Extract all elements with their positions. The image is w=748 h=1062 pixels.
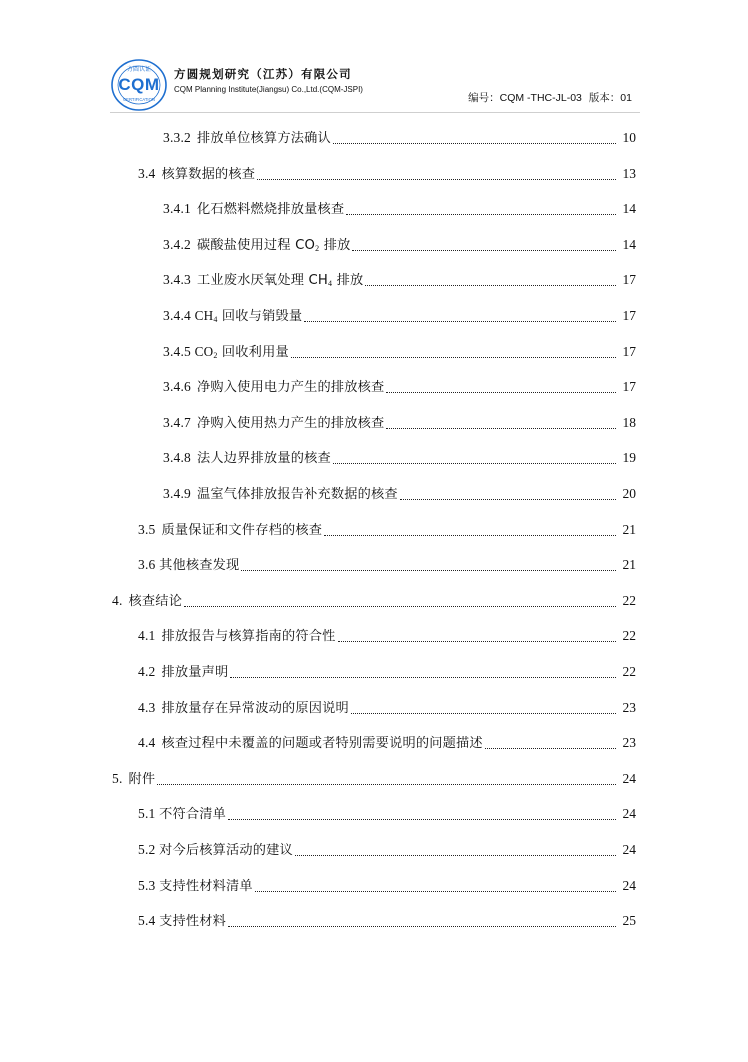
toc-entry-title: CH (194, 308, 214, 323)
toc-entry-label (138, 162, 255, 187)
toc-entry-title: 其他核查发现 (159, 558, 240, 574)
toc-entry-title: 法人边界排放量的核查 (197, 451, 331, 467)
toc-entry-label (112, 589, 182, 614)
logo-bottom-text: CERTIFICATION (123, 97, 155, 102)
toc-entry-page: 23 (622, 735, 636, 751)
toc-entry-number: 3.4.8 (163, 450, 191, 466)
toc-dot-leader (184, 605, 616, 607)
toc-entry-number: 4.4 (138, 735, 156, 751)
toc-dot-leader (255, 890, 616, 892)
toc-entry-number: 5.3 (138, 877, 160, 893)
toc-dot-leader (228, 925, 616, 927)
company-name-en: CQM Planning Institute(Jiangsu) Co.,Ltd.(CQM-JSPI) (174, 85, 363, 94)
toc-entry-number: 5.2 (138, 842, 160, 857)
toc-entry-label (138, 874, 253, 899)
toc-entry-label (138, 660, 228, 685)
toc-entry-page: 10 (622, 130, 636, 145)
toc-dot-leader (352, 249, 616, 251)
toc-entry-label (163, 411, 384, 436)
toc-entry[interactable] (163, 197, 636, 221)
toc-entry-number: 4. (112, 592, 123, 608)
toc-entry-page: 14 (622, 201, 636, 217)
toc-entry-title: 净购入使用热力产生的排放核查 (197, 415, 385, 431)
toc-dot-leader (338, 640, 616, 642)
toc-entry-number: 3.3.2 (163, 130, 191, 145)
toc-entry-title: 排放量存在异常波动的原因说明 (161, 700, 349, 716)
toc-entry[interactable] (112, 767, 636, 791)
toc-entry[interactable] (163, 482, 636, 506)
toc-entry-label (138, 838, 293, 863)
toc-entry-title: 附件 (128, 771, 156, 787)
toc-entry-number: 3.4.6 (163, 379, 191, 395)
toc-entry-number: 3.4.1 (163, 201, 191, 217)
toc-entry-number: 3.4.9 (163, 486, 191, 501)
toc-entry-number: 4.2 (138, 664, 156, 679)
toc-entry[interactable] (138, 731, 636, 755)
toc-entry-label (138, 553, 239, 578)
toc-entry[interactable] (163, 304, 636, 328)
toc-dot-leader (351, 712, 616, 714)
toc-entry-title: 化石燃料燃烧排放量核查 (197, 202, 345, 218)
toc-entry-label (138, 909, 226, 934)
toc-entry[interactable] (138, 553, 636, 577)
toc-entry-page: 21 (622, 557, 636, 573)
toc-entry[interactable] (163, 375, 636, 399)
toc-entry-number: 3.5 (138, 521, 156, 537)
toc-entry-title: 支持性材料清单 (159, 878, 253, 894)
toc-entry[interactable] (163, 233, 636, 257)
toc-dot-leader (333, 142, 616, 144)
toc-entry-title: 排放报告与核算指南的符合性 (161, 629, 336, 645)
toc-entry-title: 核查结论 (128, 593, 183, 609)
toc-entry-title-suffix: 排放 (319, 237, 351, 253)
toc-entry-page: 17 (622, 379, 636, 395)
toc-entry-page: 17 (622, 343, 636, 359)
toc-entry-title: 核查过程中未覆盖的问题或者特别需要说明的问题描述 (161, 736, 483, 752)
toc-entry-number: 4.3 (138, 699, 156, 715)
toc-entry[interactable] (138, 874, 636, 898)
toc-entry-label (138, 518, 322, 543)
toc-entry-page: 18 (622, 414, 636, 430)
toc-entry-page: 21 (622, 521, 636, 537)
toc-entry-page: 17 (622, 272, 636, 288)
toc-dot-leader (324, 534, 616, 536)
toc-entry[interactable] (138, 518, 636, 542)
toc-dot-leader (365, 284, 616, 286)
toc-entry-label (163, 197, 344, 222)
toc-entry-page: 23 (622, 699, 636, 715)
cqm-certification-logo-icon (110, 58, 168, 112)
toc-entry-label (163, 126, 331, 151)
toc-entry-label (163, 340, 289, 368)
toc-entry-page: 22 (622, 592, 636, 608)
toc-entry-label (112, 767, 155, 792)
toc-entry-page: 17 (622, 308, 636, 323)
toc-entry-number: 3.4.5 (163, 343, 195, 359)
toc-entry-label (138, 624, 336, 649)
toc-entry-title: 工业废水厌氧处理 CH (197, 273, 329, 289)
toc-entry[interactable] (138, 909, 636, 933)
toc-entry[interactable] (138, 838, 636, 862)
toc-entry-number: 3.4.2 (163, 236, 191, 252)
toc-entry-number: 5.4 (138, 913, 160, 929)
toc-entry-page: 20 (622, 486, 636, 501)
toc-dot-leader (386, 427, 616, 429)
toc-entry[interactable] (138, 660, 636, 684)
toc-entry-label (138, 696, 349, 721)
toc-entry-title: 对今后核算活动的建议 (159, 843, 293, 858)
toc-entry[interactable] (163, 446, 636, 470)
logo-mark: CQM (118, 75, 160, 94)
toc-entry-title: 质量保证和文件存档的核查 (161, 522, 323, 538)
toc-entry-number: 5. (112, 770, 123, 786)
toc-entry-label (163, 446, 331, 471)
toc-entry-label (163, 375, 384, 400)
toc-entry-label (138, 731, 483, 756)
toc-dot-leader (386, 391, 616, 393)
toc-entry-page: 24 (622, 842, 636, 857)
toc-entry-title: 不符合清单 (159, 807, 226, 823)
toc-entry-page: 22 (622, 664, 636, 679)
toc-entry-subscript: 4 (213, 315, 218, 324)
toc-dot-leader (346, 213, 616, 215)
toc-entry-page: 25 (622, 913, 636, 929)
toc-entry[interactable] (138, 162, 636, 186)
toc-entry[interactable] (138, 624, 636, 648)
toc-entry-page: 14 (622, 236, 636, 252)
toc-dot-leader (304, 320, 616, 322)
toc-entry-label (163, 268, 363, 296)
toc-dot-leader (157, 783, 616, 785)
toc-entry-title: CO (194, 343, 214, 359)
toc-entry-title-suffix: 回收利用量 (217, 344, 289, 360)
document-number (464, 90, 632, 105)
toc-entry[interactable] (163, 268, 636, 292)
toc-entry[interactable] (163, 126, 636, 150)
toc-entry[interactable] (112, 589, 636, 613)
toc-entry[interactable] (163, 340, 636, 364)
toc-dot-leader (295, 854, 616, 856)
toc-entry-label (138, 802, 226, 827)
toc-entry[interactable] (163, 411, 636, 435)
toc-entry-label (163, 233, 350, 261)
toc-entry-title: 碳酸盐使用过程 CO (197, 237, 316, 253)
toc-entry-subscript: 4 (328, 279, 333, 289)
toc-entry-title: 净购入使用电力产生的排放核查 (197, 380, 385, 396)
version-label: 版本：01 (588, 92, 632, 104)
toc-dot-leader (241, 569, 616, 571)
toc-entry-number: 3.6 (138, 557, 160, 573)
toc-entry-title: 核算数据的核查 (161, 166, 256, 182)
toc-dot-leader (291, 356, 616, 358)
toc-entry-title-suffix: 回收与销毁量 (217, 309, 303, 324)
toc-entry-number: 3.4.7 (163, 414, 191, 430)
toc-entry-page: 24 (622, 806, 636, 822)
toc-entry[interactable] (138, 696, 636, 720)
toc-entry-subscript: 2 (315, 243, 320, 253)
page-header (110, 58, 640, 114)
toc-entry-number: 4.1 (138, 628, 156, 644)
toc-entry-title-suffix: 排放 (332, 273, 364, 289)
toc-entry[interactable] (138, 802, 636, 826)
toc-entry-page: 22 (622, 628, 636, 644)
toc-dot-leader (333, 462, 616, 464)
toc-entry-title: 排放量声明 (161, 665, 229, 680)
toc-dot-leader (485, 747, 616, 749)
toc-entry-title: 温室气体排放报告补充数据的核查 (197, 487, 398, 502)
toc-entry-page: 24 (622, 877, 636, 893)
toc-entry-label (163, 482, 398, 507)
header-divider (110, 112, 640, 113)
company-name-cn: 方圆规划研究（江苏）有限公司 (174, 67, 352, 81)
toc-entry-number: 3.4.3 (163, 272, 191, 288)
toc-entry-title: 排放单位核算方法确认 (197, 131, 331, 146)
toc-dot-leader (257, 178, 616, 180)
document-number-label: 编号：CQM -THC-JL-03 (468, 92, 582, 104)
toc-entry-title: 支持性材料 (159, 914, 226, 930)
toc-entry-page: 13 (622, 165, 636, 181)
toc-entry-page: 19 (622, 450, 636, 466)
toc-entry-label (163, 304, 302, 332)
toc-dot-leader (230, 676, 616, 678)
toc-dot-leader (400, 498, 616, 500)
logo-top-text: 方圆认证 (126, 66, 152, 73)
toc-entry-subscript: 2 (213, 350, 218, 360)
toc-dot-leader (228, 818, 616, 820)
toc-entry-number: 5.1 (138, 806, 160, 822)
toc-entry-page: 24 (622, 770, 636, 786)
toc-entry-number: 3.4.4 (163, 308, 195, 323)
toc-entry-number: 3.4 (138, 165, 156, 181)
